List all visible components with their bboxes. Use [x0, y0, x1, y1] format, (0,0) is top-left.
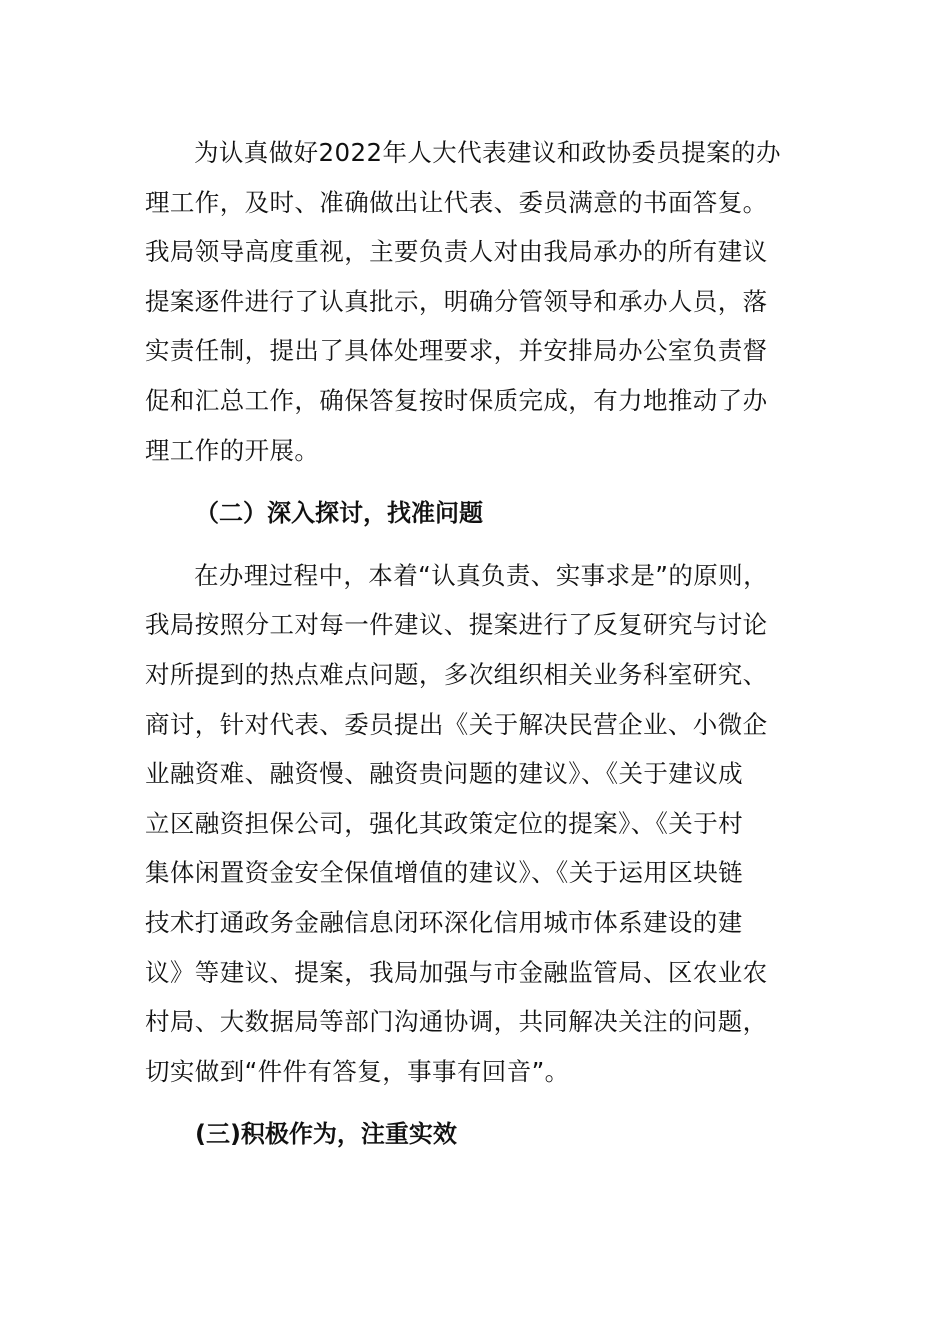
paragraph-line: 议》等建议、提案，我局加强与市金融监管局、区农业农 [145, 957, 768, 987]
paragraph-line: 切实做到“件件有答复，事事有回音”。 [145, 1056, 570, 1086]
paragraph-line: 在办理过程中，本着“认真负责、实事求是”的原则， [194, 560, 768, 590]
paragraph-line: 我局按照分工对每一件建议、提案进行了反复研究与讨论 [145, 610, 768, 640]
section-heading-2: （二）深入探讨，找准问题 [195, 499, 483, 528]
paragraph-line: 技术打通政务金融信息闭环深化信用城市体系建设的建 [145, 907, 743, 937]
paragraph-line: 理工作，及时、准确做出让代表、委员满意的书面答复。 [145, 187, 768, 217]
paragraph-discussion [145, 551, 825, 1097]
paragraph-line: 集体闲置资金安全保值增值的建议》、《关于运用区块链 [145, 858, 743, 888]
paragraph-line: 我局领导高度重视，主要负责人对由我局承办的所有建议 [145, 237, 768, 267]
paragraph-line: 提案逐件进行了认真批示，明确分管领导和承办人员，落 [145, 286, 768, 316]
document-body [145, 128, 825, 1160]
paragraph-line: 实责任制，提出了具体处理要求，并安排局办公室负责督 [145, 336, 768, 366]
paragraph-line: 立区融资担保公司，强化其政策定位的提案》、《关于村 [145, 808, 743, 838]
paragraph-line: 为认真做好2022年人大代表建议和政协委员提案的办 [194, 138, 781, 167]
paragraph-line: 理工作的开展。 [145, 435, 320, 465]
paragraph-line: 对所提到的热点难点问题，多次组织相关业务科室研究、 [145, 659, 768, 689]
paragraph-line: 业融资难、融资慢、融资贵问题的建议》、《关于建议成 [145, 759, 743, 789]
section-heading-3: (三)积极作为，注重实效 [195, 1120, 457, 1149]
paragraph-line: 商讨，针对代表、委员提出《关于解决民营企业、小微企 [145, 709, 768, 739]
paragraph-line: 村局、大数据局等部门沟通协调，共同解决关注的问题， [145, 1007, 768, 1037]
paragraph-handling-work [145, 128, 825, 475]
paragraph-line: 促和汇总工作，确保答复按时保质完成，有力地推动了办 [145, 385, 768, 415]
